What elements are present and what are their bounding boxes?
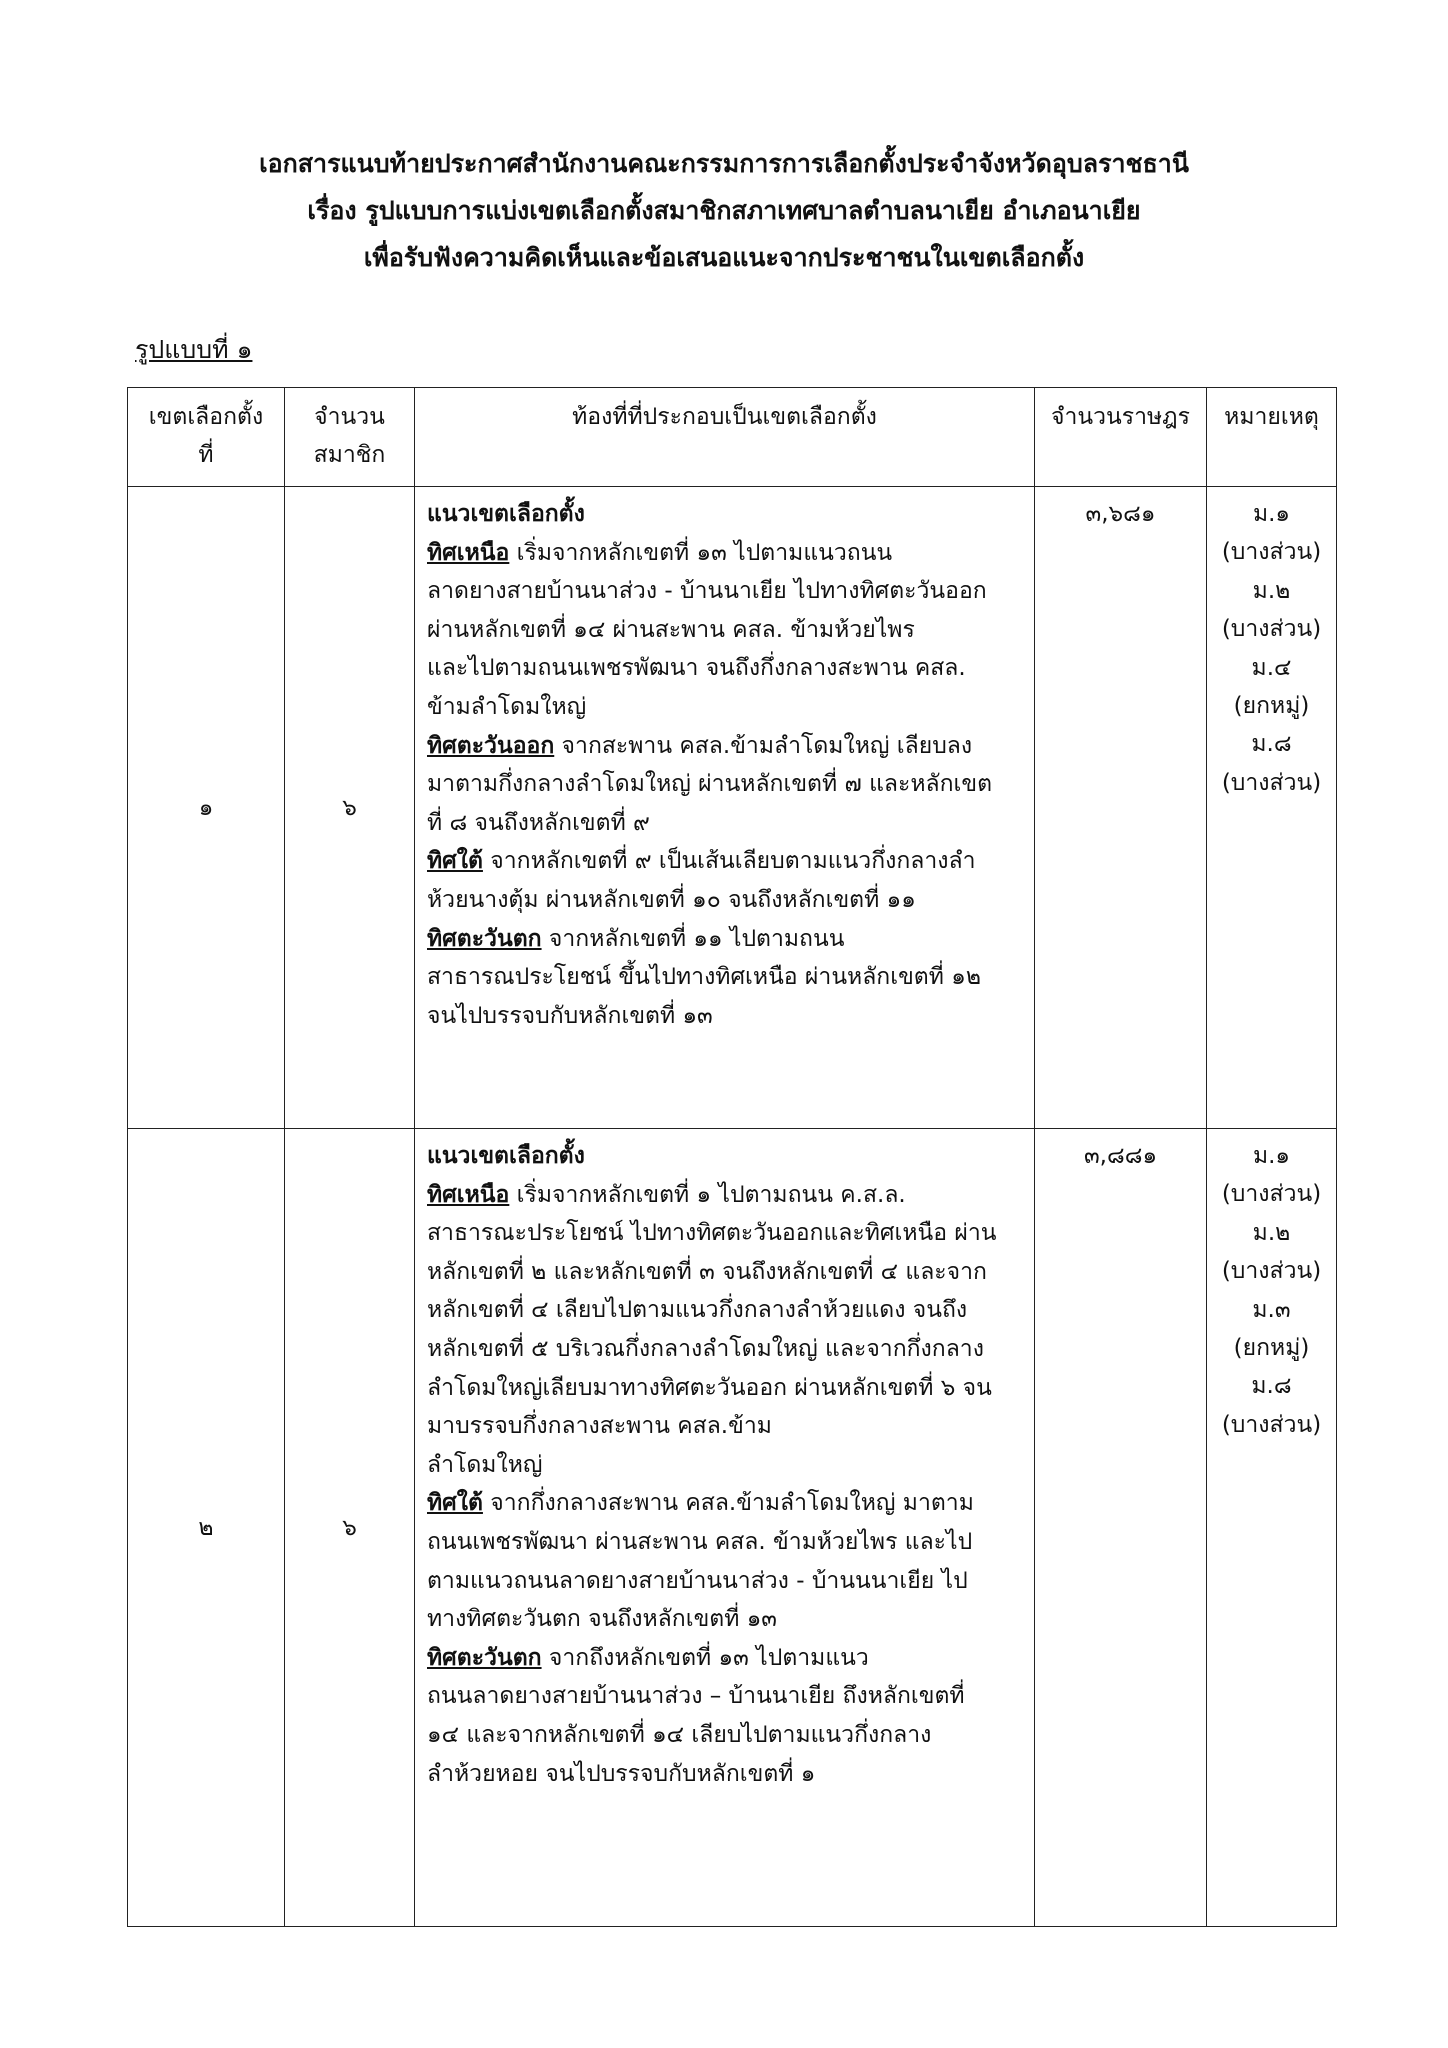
- remark-line: ม.๓: [1252, 1296, 1291, 1323]
- west-text: ๑๔ และจากหลักเขตที่ ๑๔ เลียบไปตามแนวกึ่งกลาง: [427, 1721, 932, 1748]
- area-title: แนวเขตเลือกตั้ง: [427, 1143, 585, 1169]
- remark-line: ม.๒: [1252, 577, 1291, 604]
- population-count: ๓,๘๘๑: [1035, 1129, 1207, 1927]
- remark-cell: [1207, 487, 1337, 1129]
- heading-line-2: เรื่อง รูปแบบการแบ่งเขตเลือกตั้งสมาชิกสภาเทศบาลตำบลนาเยีย อำเภอนาเยีย: [307, 196, 1141, 225]
- population-count: ๓,๖๘๑: [1035, 487, 1207, 1129]
- district-table: [127, 387, 1337, 1927]
- remark-line: (บางส่วน): [1221, 1411, 1322, 1438]
- remark-line: (บางส่วน): [1221, 616, 1322, 643]
- west-text: จนไปบรรจบกับหลักเขตที่ ๑๓: [427, 1002, 713, 1029]
- north-text: และไปตามถนนเพชรพัฒนา จนถึงกึ่งกลางสะพาน คสล.: [427, 655, 966, 682]
- remark-line: (บางส่วน): [1221, 539, 1322, 566]
- header-remark: หมายเหตุ: [1207, 388, 1337, 487]
- remark-line: ม.๑: [1252, 501, 1291, 527]
- header-area: ท้องที่ที่ประกอบเป็นเขตเลือกตั้ง: [415, 388, 1035, 487]
- north-text: ผ่านหลักเขตที่ ๑๔ ผ่านสะพาน คสล. ข้ามห้วยไพร: [427, 616, 915, 643]
- remark-line: (บางส่วน): [1221, 769, 1322, 796]
- north-label: ทิศเหนือ: [427, 1181, 510, 1208]
- area-description: [415, 1129, 1035, 1927]
- district-number: ๑: [128, 487, 285, 1129]
- east-text: ที่ ๘ จนถึงหลักเขตที่ ๙: [427, 809, 650, 836]
- header-district-line-1: เขตเลือกตั้ง: [148, 404, 264, 430]
- north-text: หลักเขตที่ ๕ บริเวณกึ่งกลางลำโดมใหญ่ และจากกึ่งกลาง: [427, 1335, 984, 1362]
- remark-line: (บางส่วน): [1221, 1258, 1322, 1285]
- table-row: [128, 487, 1337, 1129]
- remark-line: (ยกหมู่): [1233, 1335, 1310, 1362]
- heading-line-3: เพื่อรับฟังความคิดเห็นและข้อเสนอแนะจากประชาชนในเขตเลือกตั้ง: [363, 243, 1085, 272]
- header-members-line-2: สมาชิก: [313, 442, 386, 468]
- north-text: ลำโดมใหญ่: [427, 1451, 543, 1478]
- remark-line: ม.๒: [1252, 1219, 1291, 1246]
- member-count: ๖: [285, 487, 415, 1129]
- west-text: จากหลักเขตที่ ๑๑ ไปตามถนน: [541, 925, 845, 952]
- south-text: ห้วยนางตุ้ม ผ่านหลักเขตที่ ๑๐ จนถึงหลักเขตที่ ๑๑: [427, 886, 916, 913]
- table-row: [128, 1129, 1337, 1927]
- remark-cell: [1207, 1129, 1337, 1927]
- south-text: ถนนเพชรพัฒนา ผ่านสะพาน คสล. ข้ามห้วยไพร และไป: [427, 1528, 973, 1555]
- area-description: [415, 487, 1035, 1129]
- west-text: ถนนลาดยางสายบ้านนาส่วง – บ้านนาเยีย ถึงหลักเขตที่: [427, 1683, 965, 1710]
- format-label: รูปแบบที่ ๑: [135, 335, 253, 364]
- member-count: ๖: [285, 1129, 415, 1927]
- south-text: ตามแนวถนนลาดยางสายบ้านนาส่วง - บ้านนนาเยีย ไป: [427, 1567, 968, 1594]
- east-text: จากสะพาน คสล.ข้ามลำโดมใหญ่ เลียบลง: [554, 732, 973, 759]
- remark-line: ม.๘: [1251, 1373, 1292, 1400]
- north-text: เริ่มจากหลักเขตที่ ๑ ไปตามถนน ค.ส.ล.: [509, 1181, 906, 1208]
- header-district: [128, 388, 285, 487]
- west-text: จากถึงหลักเขตที่ ๑๓ ไปตามแนว: [541, 1644, 869, 1671]
- west-text: สาธารณประโยชน์ ขึ้นไปทางทิศเหนือ ผ่านหลักเขตที่ ๑๒: [427, 964, 981, 991]
- remark-line: ม.๑: [1252, 1143, 1291, 1169]
- north-text: หลักเขตที่ ๔ เลียบไปตามแนวกึ่งกลางลำห้วยแดง จนถึง: [427, 1297, 968, 1324]
- west-label: ทิศตะวันตก: [427, 925, 542, 952]
- south-label: ทิศใต้: [427, 1490, 483, 1517]
- west-text: ลำห้วยหอย จนไปบรรจบกับหลักเขตที่ ๑: [427, 1760, 816, 1787]
- north-text: หลักเขตที่ ๒ และหลักเขตที่ ๓ จนถึงหลักเขตที่ ๔ และจาก: [427, 1258, 987, 1285]
- south-text: จากหลักเขตที่ ๙ เป็นเส้นเลียบตามแนวกึ่งกลางลำ: [482, 848, 976, 875]
- remark-line: ม.๔: [1251, 654, 1292, 681]
- south-text: จากกึ่งกลางสะพาน คสล.ข้ามลำโดมใหญ่ มาตาม: [482, 1490, 974, 1517]
- area-title: แนวเขตเลือกตั้ง: [427, 501, 585, 527]
- header-members: [285, 388, 415, 487]
- east-text: มาตามกึ่งกลางลำโดมใหญ่ ผ่านหลักเขตที่ ๗ และหลักเขต: [427, 771, 993, 798]
- document-heading: [0, 140, 1448, 281]
- north-text: ลาดยางสายบ้านนาส่วง - บ้านนาเยีย ไปทางทิศตะวันออก: [427, 578, 987, 605]
- north-text: เริ่มจากหลักเขตที่ ๑๓ ไปตามแนวถนน: [509, 539, 893, 566]
- remark-line: (ยกหมู่): [1233, 693, 1310, 720]
- header-district-line-2: ที่: [198, 442, 214, 468]
- west-label: ทิศตะวันตก: [427, 1644, 542, 1671]
- table-header-row: [128, 388, 1337, 487]
- south-text: ทางทิศตะวันตก จนถึงหลักเขตที่ ๑๓: [427, 1606, 778, 1633]
- district-number: ๒: [128, 1129, 285, 1927]
- header-population: จำนวนราษฎร: [1035, 388, 1207, 487]
- north-text: มาบรรจบกึ่งกลางสะพาน คสล.ข้าม: [427, 1413, 772, 1440]
- north-text: ลำโดมใหญ่เลียบมาทางทิศตะวันออก ผ่านหลักเขตที่ ๖ จน: [427, 1374, 992, 1401]
- north-label: ทิศเหนือ: [427, 539, 510, 566]
- remark-line: ม.๘: [1251, 731, 1292, 758]
- north-text: ข้ามลำโดมใหญ่: [427, 693, 587, 720]
- north-text: สาธารณะประโยชน์ ไปทางทิศตะวันออกและทิศเหนือ ผ่าน: [427, 1220, 997, 1247]
- east-label: ทิศตะวันออก: [427, 732, 555, 759]
- heading-line-1: เอกสารแนบท้ายประกาศสำนักงานคณะกรรมการการเลือกตั้งประจำจังหวัดอุบลราชธานี: [259, 149, 1189, 178]
- remark-line: (บางส่วน): [1221, 1181, 1322, 1208]
- header-members-line-1: จำนวน: [314, 404, 385, 430]
- south-label: ทิศใต้: [427, 848, 483, 875]
